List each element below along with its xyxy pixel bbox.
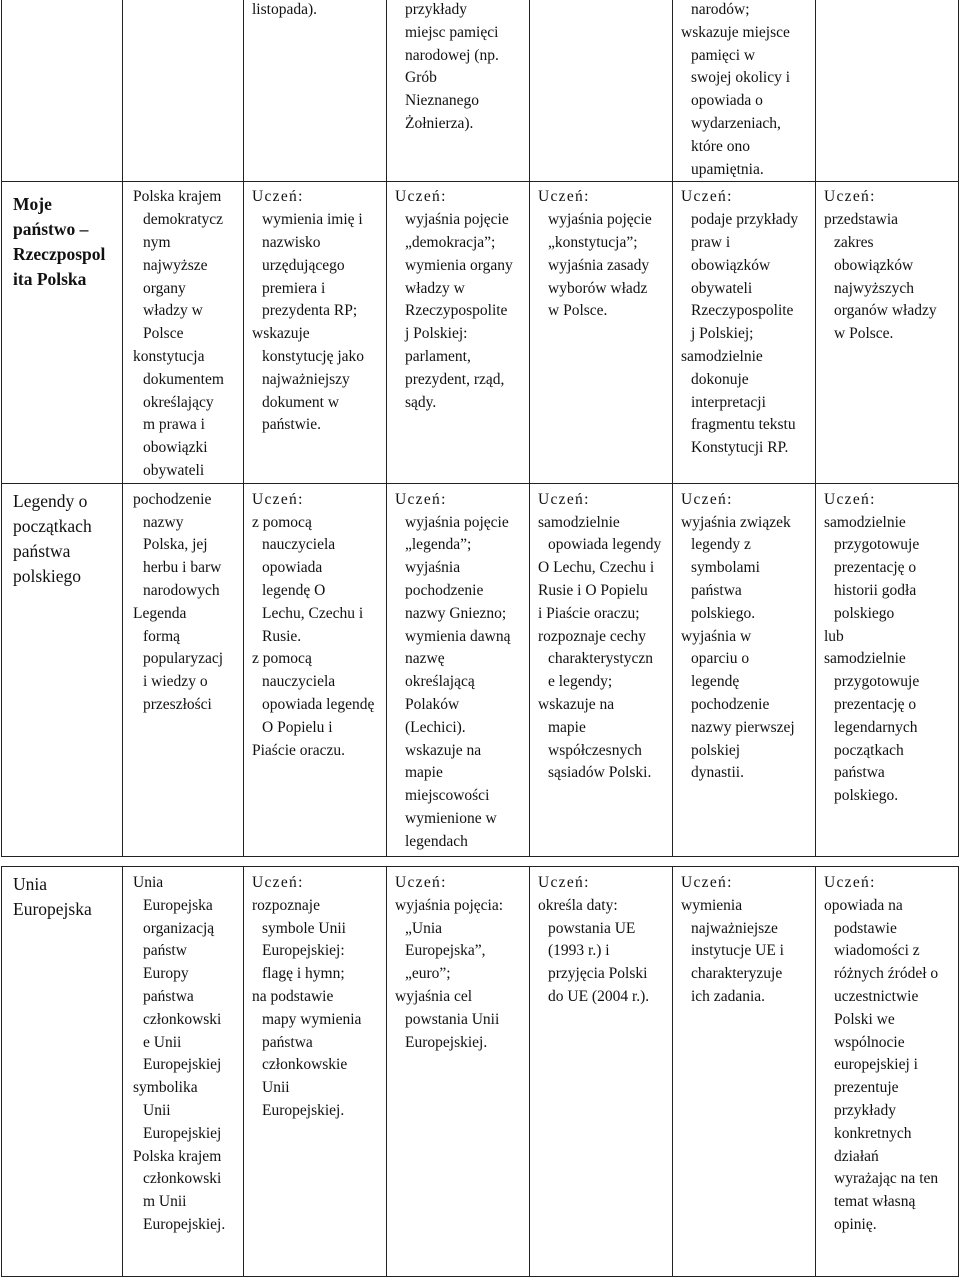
cell-line: państwa — [262, 1033, 313, 1051]
cell-line: oparciu o — [691, 650, 750, 668]
uczen-label: Uczeń: — [681, 874, 733, 891]
cell-line: wiadomości z — [834, 942, 920, 960]
cell-line: wymienia — [681, 896, 743, 914]
cell-line: konstytucja — [133, 347, 205, 365]
cell-line: Polaków — [405, 695, 460, 713]
cell-line: „Unia — [405, 919, 443, 937]
uczen-label: Uczeń: — [824, 188, 876, 206]
cell-line: „legenda”; — [405, 536, 472, 554]
uczen-label: Uczeń: — [824, 874, 876, 891]
cell-line: praw i — [691, 233, 731, 251]
cell-line: rozpoznaje — [252, 896, 320, 914]
cell-line: m Unii — [143, 1193, 187, 1211]
uczen-label: Uczeń: — [252, 188, 304, 206]
cell-line: powstania UE — [548, 919, 636, 937]
cell-line: wyrażając na ten — [834, 1170, 939, 1188]
cell-line: popularyzacj — [143, 650, 224, 668]
cell-line: przygotowuje — [834, 536, 920, 554]
cell-line: władzy w — [143, 302, 203, 320]
cell-line: najwyższych — [834, 279, 915, 297]
cell-line: dynastii. — [691, 764, 744, 782]
cell-line: państwie. — [262, 416, 321, 434]
cell-line: przykłady — [834, 1101, 896, 1119]
cell-line: wymienia imię i — [262, 211, 363, 229]
cell-line: nauczyciela — [262, 673, 336, 691]
cell-line: i Piaście oraczu; — [538, 604, 640, 622]
cell-line: wskazuje na — [538, 695, 615, 713]
cell-line: urzędującego — [262, 256, 345, 274]
cell-line: opinię. — [834, 1215, 877, 1233]
cell-line: Unii — [262, 1079, 290, 1097]
cell-line: e Unii — [143, 1033, 182, 1051]
topic-line: Europejska — [13, 899, 92, 919]
cell-line: przyjęcia Polski — [548, 965, 648, 983]
requirement-cell-bardzo-dobra — [673, 867, 816, 1277]
cell-line: Europejskiej: — [262, 942, 345, 960]
topic-line: państwo – — [13, 219, 89, 240]
cell-line: mapie — [405, 764, 443, 782]
cell-line: Polska krajem — [133, 1147, 222, 1165]
requirement-cell-dobra — [530, 182, 673, 483]
cell-line: m prawa i — [143, 416, 205, 434]
cell-line: Legenda — [133, 604, 187, 622]
cell-line: legendę O — [262, 581, 326, 599]
cell-line: Żołnierza). — [405, 114, 474, 132]
cell-line: Europejskiej — [143, 1124, 222, 1142]
topic-line: Rzeczpospol — [13, 244, 106, 265]
cell-line: w Polsce. — [834, 325, 894, 343]
cell-line: lub — [824, 627, 844, 645]
cell-line: mapie — [548, 718, 586, 736]
cell-line: na podstawie — [252, 987, 334, 1005]
cell-line: nazwy pierwszej — [691, 718, 795, 736]
cell-line: przeszłości — [143, 695, 212, 713]
requirement-cell-dopuszczajaca — [244, 182, 387, 483]
cell-line: O Lechu, Czechu i — [538, 559, 655, 577]
cell-line: wyjaśnia — [405, 559, 461, 577]
cell-line: organy — [143, 279, 186, 297]
cell-line: przygotowuje — [834, 673, 920, 691]
cell-line: polskiego. — [691, 604, 756, 622]
cell-line: przedstawia — [824, 211, 899, 229]
cell-line: Piaście oraczu. — [252, 741, 345, 759]
cell-line: samodzielnie — [538, 513, 620, 531]
table-row-legendy — [2, 483, 959, 856]
topic-line: Moje — [13, 194, 52, 215]
content-cell — [123, 483, 244, 856]
cell-line: podaje przykłady — [691, 211, 799, 229]
requirement-cell-dopuszczajaca — [244, 0, 387, 182]
cell-line: formą — [143, 627, 181, 645]
cell-line: organizacją — [143, 919, 215, 937]
cell-line: konstytucję jako — [262, 347, 365, 365]
requirement-cell-celujaca — [816, 483, 959, 856]
cell-line: członkowski — [143, 1170, 222, 1188]
cell-line: Rzeczypospolite — [405, 302, 508, 320]
cell-line: dokument w — [262, 393, 340, 411]
cell-line: wyjaśnia pojęcia: — [395, 896, 504, 914]
cell-line: pochodzenie — [405, 581, 484, 599]
cell-line: Polski we — [834, 1010, 895, 1028]
cell-line: Rzeczypospolite — [691, 302, 794, 320]
cell-line: Nieznanego — [405, 92, 480, 110]
requirement-cell-bardzo-dobra — [673, 182, 816, 483]
requirement-cell-dopuszczajaca — [244, 867, 387, 1277]
cell-line: wyjaśnia pojęcie — [405, 513, 509, 531]
cell-line: organów władzy — [834, 302, 937, 320]
uczen-label: Uczeń: — [538, 490, 590, 508]
cell-line: wymienia organy — [405, 256, 513, 274]
cell-line: określa daty: — [538, 896, 618, 914]
cell-line: zakres — [834, 233, 874, 251]
requirement-cell-dobra — [530, 483, 673, 856]
cell-line: wyjaśnia pojęcie — [548, 211, 652, 229]
uczen-label: Uczeń: — [252, 874, 304, 891]
requirement-cell-dostateczna — [387, 182, 530, 483]
topic-line: polskiego — [13, 565, 82, 586]
topic-line: państwa — [13, 540, 71, 561]
cell-line: fragmentu tekstu — [691, 416, 796, 434]
uczen-label: Uczeń: — [395, 490, 447, 508]
cell-line: symbolika — [133, 1079, 198, 1097]
cell-line: pamięci w — [691, 46, 756, 64]
cell-line: wskazuje miejsce — [681, 23, 790, 41]
cell-line: demokratycz — [143, 211, 224, 229]
cell-line: sąsiadów Polski. — [548, 764, 652, 782]
requirement-cell-celujaca — [816, 182, 959, 483]
cell-line: wyjaśnia cel — [395, 987, 473, 1005]
cell-line: Europy — [143, 965, 189, 983]
cell-line: instytucje UE i — [691, 942, 784, 960]
cell-line: europejskiej i — [834, 1056, 918, 1074]
cell-line: polskiego — [834, 604, 895, 622]
uczen-label: Uczeń: — [681, 490, 733, 508]
cell-line: „konstytucja”; — [548, 233, 638, 251]
cell-line: upamiętnia. — [691, 160, 764, 178]
cell-line: Europejskiej — [143, 1056, 222, 1074]
cell-line: wyborów władz — [548, 279, 648, 297]
cell-line: określającą — [405, 673, 475, 691]
cell-line: mapy wymienia — [262, 1010, 362, 1028]
content-cell — [123, 182, 244, 483]
cell-line: narodów; — [691, 1, 750, 18]
cell-line: działań — [834, 1147, 879, 1165]
cell-line: swojej okolicy i — [691, 69, 791, 87]
cell-line: wyjaśnia związek — [681, 513, 791, 531]
cell-line: miejsc pamięci — [405, 23, 499, 41]
cell-line: obywateli — [143, 461, 205, 479]
cell-line: premiera i — [262, 279, 326, 297]
cell-line: najważniejszy — [262, 370, 350, 388]
uczen-label: Uczeń: — [395, 874, 447, 891]
cell-line: różnych źródeł o — [834, 965, 939, 983]
cell-line: polskiego. — [834, 787, 899, 805]
cell-line: samodzielnie — [681, 347, 763, 365]
cell-line: symbole Unii — [262, 919, 346, 937]
requirement-cell-dostateczna — [387, 483, 530, 856]
cell-line: Unia — [133, 874, 164, 891]
cell-line: państwa — [143, 987, 194, 1005]
cell-line: historii godła — [834, 581, 917, 599]
table-row-rzeczpospolita — [2, 182, 959, 483]
cell-line: flagę i hymn; — [262, 965, 345, 983]
cell-line: nazwisko — [262, 233, 321, 251]
cell-line: Polska krajem — [133, 188, 222, 206]
uczen-label: Uczeń: — [252, 490, 304, 508]
cell-line: w Polsce. — [548, 302, 608, 320]
cell-line: symbolami — [691, 559, 760, 577]
cell-line: początkach — [834, 741, 904, 759]
cell-line: państwa — [691, 581, 742, 599]
cell-line: ich zadania. — [691, 987, 766, 1005]
cell-line: Lechu, Czechu i — [262, 604, 364, 622]
cell-line: prezydenta RP; — [262, 302, 358, 320]
cell-line: z pomocą — [252, 513, 312, 531]
cell-line: narodowej (np. — [405, 46, 499, 64]
table-row-continued — [2, 0, 959, 182]
topic-line: Unia — [13, 874, 48, 894]
requirement-cell-dobra — [530, 0, 673, 182]
cell-line: Europejskiej. — [143, 1215, 226, 1233]
cell-line: wydarzeniach, — [691, 114, 781, 132]
cell-line: wskazuje na — [405, 741, 482, 759]
cell-line: prezentuje — [834, 1079, 899, 1097]
cell-line: legendę — [691, 673, 740, 691]
requirement-cell-dostateczna — [387, 867, 530, 1277]
cell-line: władzy w — [405, 279, 465, 297]
cell-line: do UE (2004 r.). — [548, 987, 650, 1005]
topic-line: początkach — [13, 515, 92, 536]
cell-line: e legendy; — [548, 673, 613, 691]
cell-line: nazwy — [143, 513, 184, 531]
topic-line: ita Polska — [13, 269, 87, 290]
cell-line: nym — [143, 233, 171, 251]
requirement-cell-celujaca — [816, 0, 959, 182]
requirement-cell-dopuszczajaca — [244, 483, 387, 856]
cell-line: państw — [143, 942, 187, 960]
cell-line: uczestnictwie — [834, 987, 919, 1005]
cell-line: Unii — [143, 1101, 171, 1119]
cell-line: wyjaśnia pojęcie — [405, 211, 509, 229]
cell-line: miejscowości — [405, 787, 490, 805]
cell-line: i wiedzy o — [143, 673, 208, 691]
cell-line: najważniejsze — [691, 919, 778, 937]
cell-line: listopada). — [252, 1, 317, 18]
cell-line: rozpoznaje cechy — [538, 627, 647, 645]
cell-line: podstawie — [834, 919, 897, 937]
cell-line: nazwy Gniezno; — [405, 604, 507, 622]
cell-line: narodowych — [143, 581, 220, 599]
cell-line: określający — [143, 393, 214, 411]
cell-line: „euro”; — [405, 965, 451, 983]
topic-cell — [2, 483, 123, 856]
content-cell — [123, 867, 244, 1277]
cell-line: legendarnych — [834, 718, 918, 736]
cell-line: prezentację o — [834, 695, 917, 713]
cell-line: państwa — [834, 764, 885, 782]
cell-line: obowiązki — [143, 439, 208, 457]
uczen-label: Uczeń: — [395, 188, 447, 206]
cell-line: O Popielu i — [262, 718, 333, 736]
cell-line: nauczyciela — [262, 536, 336, 554]
cell-line: „demokracja”; — [405, 233, 496, 251]
cell-line: powstania Unii — [405, 1010, 500, 1028]
cell-line: opowiada o — [691, 92, 763, 110]
cell-line: przykłady — [405, 1, 467, 18]
cell-line: sądy. — [405, 393, 437, 411]
cell-line: (Lechici). — [405, 718, 466, 736]
cell-line: obowiązków — [691, 256, 771, 274]
cell-line: Europejska”, — [405, 942, 486, 960]
cell-line: parlament, — [405, 347, 471, 365]
cell-line: obowiązków — [834, 256, 914, 274]
cell-line: członkowski — [143, 1010, 222, 1028]
cell-line: pochodzenie — [133, 490, 212, 508]
cell-line: opowiada legendy — [548, 536, 662, 554]
cell-line: opowiada — [262, 559, 323, 577]
cell-line: samodzielnie — [824, 650, 906, 668]
cell-line: prezydent, rząd, — [405, 370, 505, 388]
cell-line: Konstytucji RP. — [691, 439, 789, 457]
cell-line: Rusie. — [262, 627, 302, 645]
cell-line: (1993 r.) i — [548, 942, 610, 960]
cell-line: wskazuje — [252, 325, 310, 343]
requirement-cell-dostateczna — [387, 0, 530, 182]
cell-line: obywateli — [691, 279, 753, 297]
cell-line: Europejska — [143, 896, 213, 914]
uczen-label: Uczeń: — [681, 188, 733, 206]
cell-line: dokumentem — [143, 370, 224, 388]
cell-line: Rusie i O Popielu — [538, 581, 648, 599]
cell-line: Grób — [405, 69, 437, 87]
cell-line: Polsce — [143, 325, 184, 343]
topic-cell — [2, 0, 123, 182]
cell-line: opowiada na — [824, 896, 903, 914]
cell-line: polskiej — [691, 741, 741, 759]
cell-line: wymienia dawną — [405, 627, 511, 645]
uczen-label: Uczeń: — [538, 188, 590, 206]
cell-line: wyjaśnia w — [681, 627, 752, 645]
cell-line: pochodzenie — [691, 695, 770, 713]
requirements-table-top — [1, 0, 959, 857]
cell-line: charakteryzuje — [691, 965, 783, 983]
content-cell — [123, 0, 244, 182]
cell-line: konkretnych — [834, 1124, 912, 1142]
table-row-unia-europejska — [2, 867, 959, 1277]
cell-line: temat własną — [834, 1193, 916, 1211]
cell-line: legendy z — [691, 536, 751, 554]
requirement-cell-celujaca — [816, 867, 959, 1277]
cell-line: z pomocą — [252, 650, 312, 668]
cell-line: dokonuje — [691, 370, 749, 388]
cell-line: nazwę — [405, 650, 445, 668]
cell-line: charakterystyczn — [548, 650, 653, 668]
cell-line: Europejskiej. — [262, 1101, 345, 1119]
topic-line: Legendy o — [13, 490, 88, 511]
requirement-cell-bardzo-dobra — [673, 0, 816, 182]
cell-line: które ono — [691, 137, 750, 155]
topic-cell — [2, 867, 123, 1277]
cell-line: samodzielnie — [824, 513, 906, 531]
cell-line: Europejskiej. — [405, 1033, 488, 1051]
cell-line: Polska, jej — [143, 536, 208, 554]
cell-line: interpretacji — [691, 393, 766, 411]
cell-line: j Polskiej: — [405, 325, 468, 343]
cell-line: współczesnych — [548, 741, 642, 759]
cell-line: wymienione w — [405, 809, 497, 827]
cell-line: członkowskie — [262, 1056, 348, 1074]
cell-line: legendach — [405, 832, 468, 850]
cell-line: j Polskiej; — [691, 325, 754, 343]
cell-line: prezentację o — [834, 559, 917, 577]
requirement-cell-bardzo-dobra — [673, 483, 816, 856]
uczen-label: Uczeń: — [538, 874, 590, 891]
topic-cell — [2, 182, 123, 483]
cell-line: najwyższe — [143, 256, 208, 274]
requirement-cell-dobra — [530, 867, 673, 1277]
requirements-table-bottom — [1, 866, 959, 1277]
cell-line: wyjaśnia zasady — [548, 256, 650, 274]
cell-line: wspólnocie — [834, 1033, 905, 1051]
cell-line: opowiada legendę — [262, 695, 375, 713]
uczen-label: Uczeń: — [824, 490, 876, 508]
cell-line: herbu i barw — [143, 559, 222, 577]
